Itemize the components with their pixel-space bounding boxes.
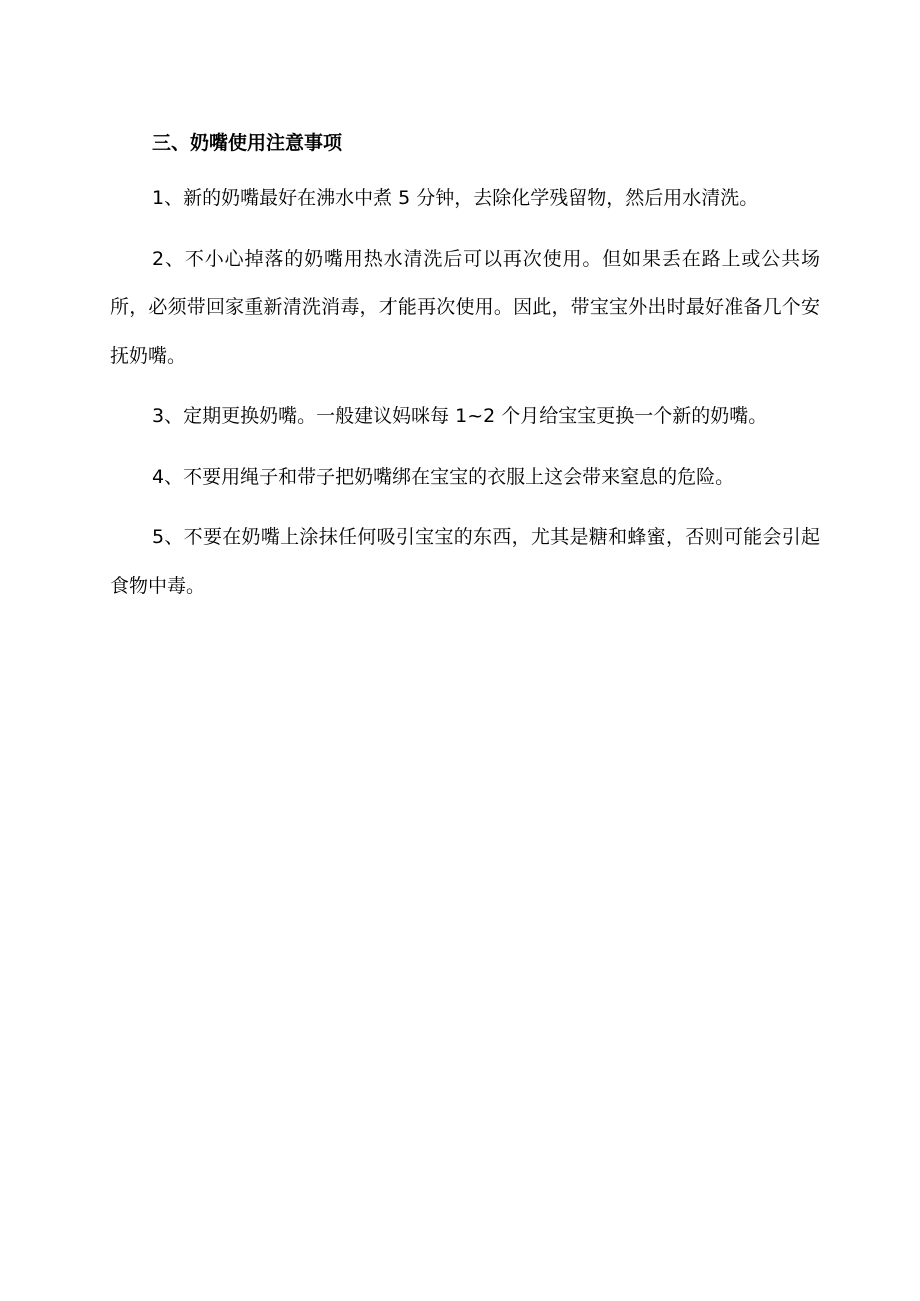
paragraph-4: 4、不要用绳子和带子把奶嘴绑在宝宝的衣服上这会带来窒息的危险。 <box>152 465 735 488</box>
paragraph-1: 1、新的奶嘴最好在沸水中煮 5 分钟，去除化学残留物，然后用水清洗。 <box>152 187 759 209</box>
paragraph-2: 2、不小心掉落的奶嘴用热水清洗后可以再次使用。但如果丢在路上或公共场所，必须带回家重新清洗消毒，才能再次使用。因此，带宝宝外出时最好准备几个安抚奶嘴。 <box>110 247 820 367</box>
paragraph-3: 3、定期更换奶嘴。一般建议妈咪每 1~2 个月给宝宝更换一个新的奶嘴。 <box>152 405 768 427</box>
paragraph-5: 5、不要在奶嘴上涂抹任何吸引宝宝的东西，尤其是糖和蜂蜜，否则可能会引起食物中毒。 <box>110 526 820 597</box>
section-heading: 三、奶嘴使用注意事项 <box>152 132 343 154</box>
document-body <box>110 125 820 622</box>
